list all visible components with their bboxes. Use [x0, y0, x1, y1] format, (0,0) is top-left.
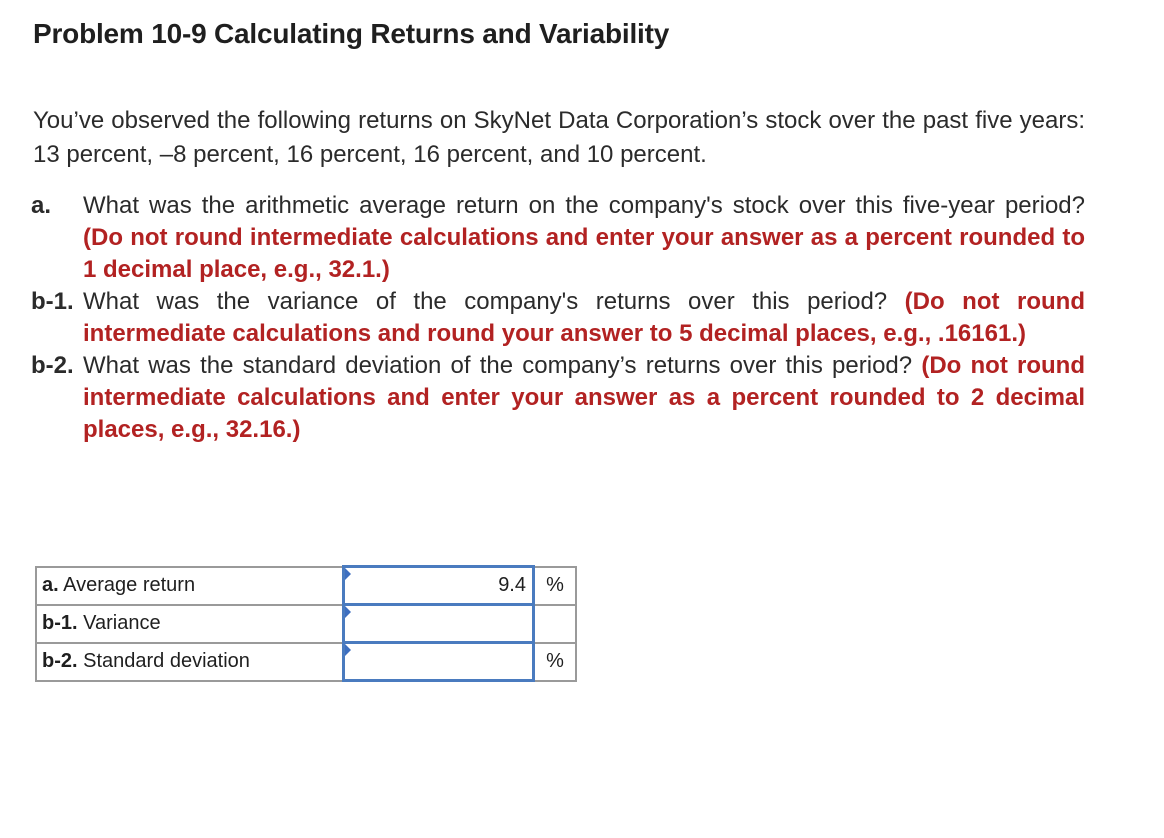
problem-intro: You’ve observed the following returns on SkyNet Data Corporation’s stock over the past five years: 13 percent, –8 percent, 16 percent, 16 percent, and 10 percent. — [33, 107, 1085, 168]
answer-row-average — [36, 567, 576, 605]
answer-label-text: Standard deviation — [83, 650, 250, 672]
question-instruction: (Do not round intermediate calculations and enter your answer as a percent rounded to 1 decimal place, e.g., 32.1.) — [83, 224, 1085, 283]
answer-label-text: Average return — [63, 574, 196, 596]
input-marker-icon — [345, 568, 351, 580]
problem-title: Problem 10-9 Calculating Returns and Variability — [33, 18, 670, 49]
answer-label — [36, 643, 344, 681]
question-b1 — [33, 286, 1085, 350]
answer-label-text: Variance — [83, 612, 161, 634]
answer-prefix: a. — [42, 574, 59, 596]
question-text: What was the standard deviation of the company’s returns over this period? — [83, 352, 913, 379]
question-list — [33, 190, 1085, 446]
question-b2 — [33, 350, 1085, 446]
unit-label — [534, 605, 577, 643]
question-body — [83, 190, 1085, 286]
question-body — [83, 286, 1085, 350]
input-marker-icon — [345, 606, 351, 618]
answer-table — [35, 565, 577, 682]
question-text: What was the variance of the company's returns over this period? — [83, 288, 888, 315]
question-text: What was the arithmetic average return on the company's stock over this five-year period? — [83, 192, 1085, 219]
problem-page — [33, 14, 1085, 446]
average-return-input[interactable] — [344, 567, 534, 605]
answer-label — [36, 567, 344, 605]
answer-prefix: b-2. — [42, 650, 78, 672]
unit-label: % — [534, 643, 577, 681]
question-label: b-1. — [31, 288, 74, 315]
standard-deviation-input[interactable] — [344, 643, 534, 681]
input-marker-icon — [345, 644, 351, 656]
question-instruction: (Do not round intermediate calculations and round your answer to 5 decimal places, e.g., .16161.) — [83, 288, 1085, 347]
question-a — [33, 190, 1085, 286]
answer-row-variance — [36, 605, 576, 643]
unit-label: % — [534, 567, 577, 605]
variance-input[interactable] — [344, 605, 534, 643]
question-label: b-2. — [31, 352, 74, 379]
answer-prefix: b-1. — [42, 612, 78, 634]
answer-label — [36, 605, 344, 643]
question-instruction: (Do not round intermediate calculations and enter your answer as a percent rounded to 2 decimal places, e.g., 32.16.) — [83, 352, 1085, 443]
input-value: 9.4 — [498, 574, 526, 596]
answer-row-std-dev — [36, 643, 576, 681]
question-body — [83, 350, 1085, 446]
question-label: a. — [31, 192, 52, 219]
